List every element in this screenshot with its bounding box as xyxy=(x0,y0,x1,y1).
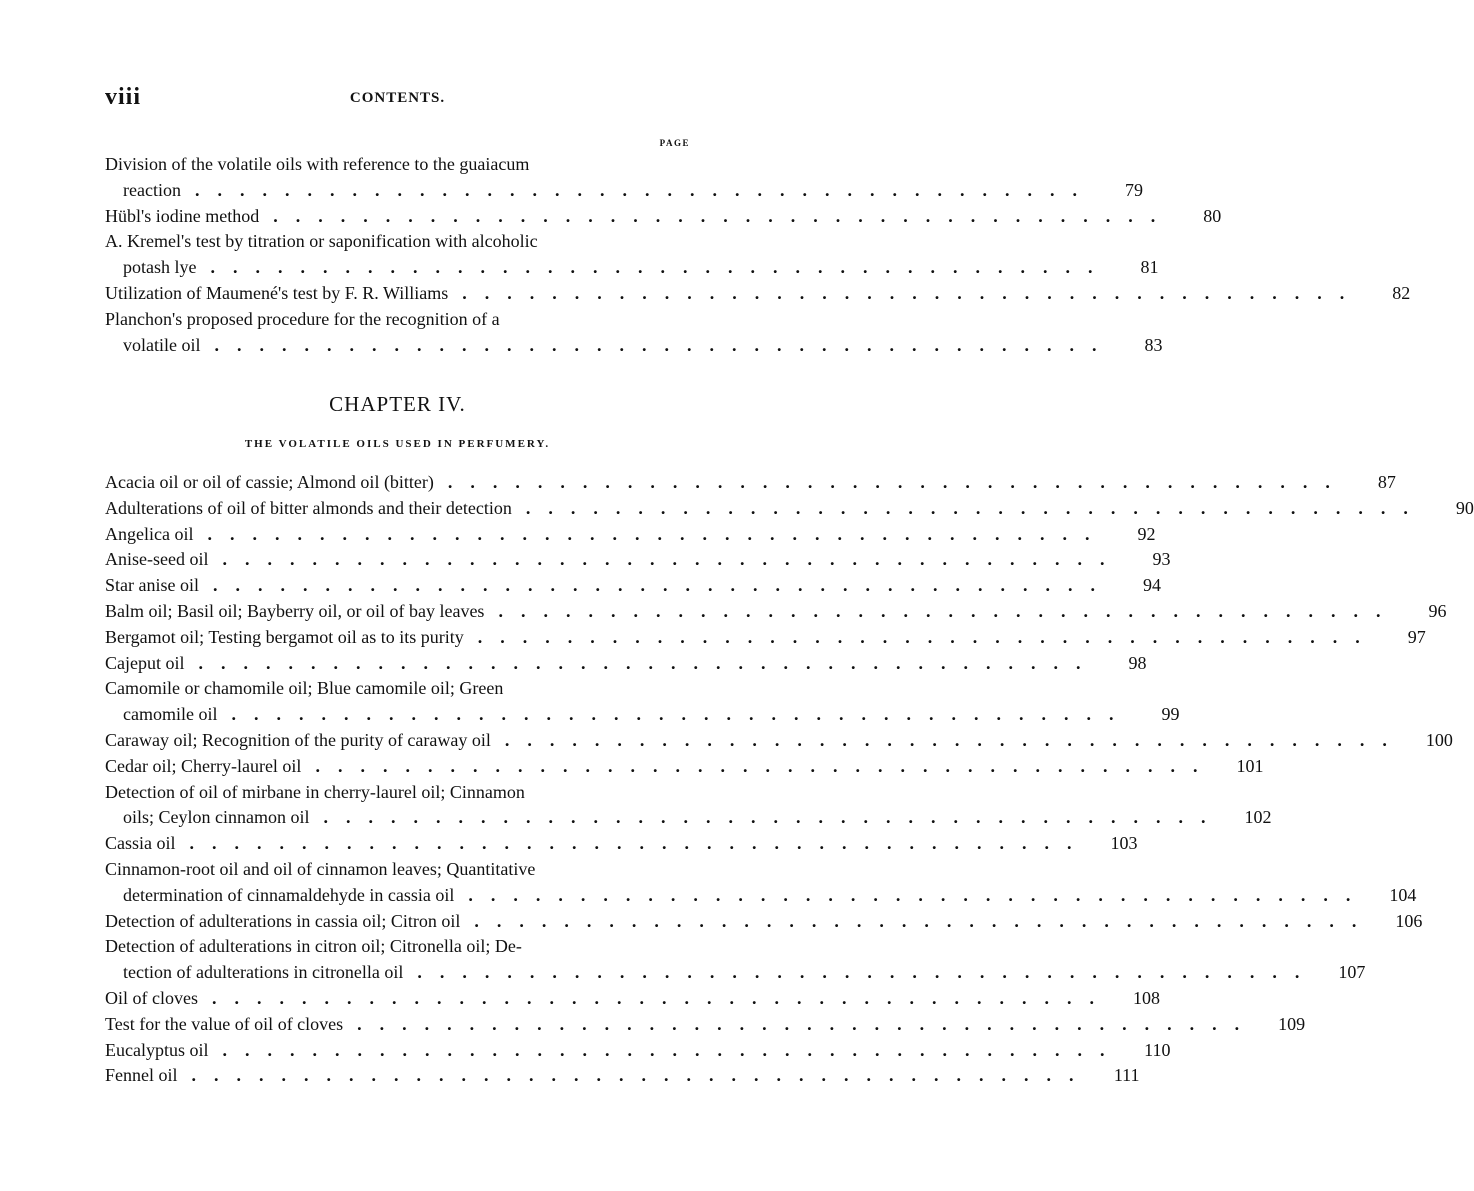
toc-entry-line xyxy=(105,281,1411,307)
chapter-title: CHAPTER IV. xyxy=(329,392,466,416)
toc-page-number: 108 xyxy=(1132,987,1160,1008)
toc-page-number: 93 xyxy=(1152,549,1171,570)
toc-entry-line xyxy=(105,1038,1171,1064)
toc-entry-text: Bergamot oil; Testing bergamot oil as to its purity xyxy=(105,626,464,647)
dot-leader: ........................................ xyxy=(323,807,1224,828)
toc-page-number: 98 xyxy=(1128,652,1147,673)
toc-entry xyxy=(105,934,1366,986)
toc-entry-line xyxy=(105,522,1156,548)
running-head: CONTENTS. xyxy=(349,90,446,106)
toc-entry-text: Test for the value of oil of cloves xyxy=(105,1013,344,1034)
toc-entry-line xyxy=(105,625,1426,651)
dot-leader: ........................................ xyxy=(273,205,1174,226)
toc-entry xyxy=(105,728,1453,754)
toc-page-number: 101 xyxy=(1236,755,1264,776)
toc-entry-text: Detection of adulterations in citron oil; Citronella oil; De- xyxy=(105,936,522,957)
toc-entry-text: Cassia oil xyxy=(105,833,176,854)
toc-entry-line xyxy=(105,728,1453,754)
dot-leader: ........................................ xyxy=(474,910,1375,931)
toc-page-number: 80 xyxy=(1203,205,1222,226)
toc-entry-text: Star anise oil xyxy=(105,575,199,596)
dot-leader: ........................................ xyxy=(222,1039,1123,1060)
toc-entry-text: volatile oil xyxy=(123,334,201,355)
dot-leader: ........................................ xyxy=(417,962,1318,983)
toc-entry-text: Oil of cloves xyxy=(105,987,198,1008)
toc-entry-text: Utilization of Maumené's test by F. R. Williams xyxy=(105,282,449,303)
toc-entry-text: Eucalyptus oil xyxy=(105,1039,209,1060)
toc-entry-text: Adulterations of oil of bitter almonds and their detection xyxy=(105,497,512,518)
toc-entry-text: Angelica oil xyxy=(105,523,194,544)
dot-leader: ........................................ xyxy=(198,652,1099,673)
toc-page-number: 83 xyxy=(1144,334,1163,355)
toc-page-number: 100 xyxy=(1425,729,1453,750)
toc-page-number: 79 xyxy=(1124,179,1143,200)
toc-entry xyxy=(105,152,1143,204)
toc-entry-text: Caraway oil; Recognition of the purity of caraway oil xyxy=(105,729,491,750)
toc-entry xyxy=(105,831,1138,857)
toc-page-number: 99 xyxy=(1161,704,1180,725)
dot-leader: ........................................ xyxy=(462,282,1363,303)
toc-entry-text: determination of cinnamaldehyde in cassia oil xyxy=(123,884,455,905)
toc-entry xyxy=(105,909,1423,935)
dot-leader: ........................................ xyxy=(214,334,1115,355)
dot-leader: ........................................ xyxy=(191,1065,1092,1086)
toc-entry-text: Fennel oil xyxy=(105,1065,178,1086)
toc-entry-text: Acacia oil or oil of cassie; Almond oil (bitter) xyxy=(105,472,434,492)
toc-entry-text: Hübl's iodine method xyxy=(105,205,260,226)
toc-entry-line xyxy=(105,333,1163,359)
toc-entry-text: A. Kremel's test by titration or saponification with alcoholic xyxy=(105,231,538,252)
toc-entry xyxy=(105,754,1264,780)
toc-page-number: 87 xyxy=(1377,472,1396,492)
toc-entry-text: oils; Ceylon cinnamon oil xyxy=(123,807,310,828)
toc-entry xyxy=(105,204,1222,230)
dot-leader: ........................................ xyxy=(207,523,1108,544)
toc-page-number: 110 xyxy=(1144,1039,1171,1060)
toc-entry-text: Cajeput oil xyxy=(105,652,185,673)
toc-entry xyxy=(105,599,1447,625)
toc-entry-text: Cinnamon-root oil and oil of cinnamon leaves; Quantitative xyxy=(105,858,536,879)
dot-leader: ........................................ xyxy=(498,600,1399,621)
toc-page-number: 97 xyxy=(1407,626,1426,647)
toc-page-number: 103 xyxy=(1110,833,1138,854)
toc-entry-text: Division of the volatile oils with reference to the guaiacum xyxy=(105,154,530,174)
toc-entry xyxy=(105,281,1411,307)
toc-entry xyxy=(105,547,1171,573)
toc-entry-text: reaction xyxy=(123,179,181,200)
toc-entry xyxy=(105,1012,1306,1038)
toc-entry-text: Camomile or chamomile oil; Blue camomile oil; Green xyxy=(105,678,504,699)
toc-entry-line xyxy=(105,651,1147,677)
toc-entry-text: Planchon's proposed procedure for the recognition of a xyxy=(105,308,500,329)
toc-entry-line xyxy=(105,255,1159,281)
toc-entry xyxy=(105,986,1160,1012)
toc-entry-line xyxy=(105,599,1447,625)
toc-page-number: 96 xyxy=(1428,600,1447,621)
toc-entry-line xyxy=(105,805,1272,831)
dot-leader: ........................................ xyxy=(525,497,1426,518)
chapter-subtitle: THE VOLATILE OILS USED IN PERFUMERY. xyxy=(244,438,551,450)
toc-entry-line xyxy=(105,547,1171,573)
toc-entry-line xyxy=(105,178,1143,204)
toc-entry-line xyxy=(105,960,1366,986)
dot-leader: ........................................ xyxy=(315,755,1216,776)
toc-entry xyxy=(105,496,1474,522)
toc-entry xyxy=(105,676,1180,728)
toc-entry xyxy=(105,522,1156,548)
toc-entry xyxy=(105,573,1161,599)
toc-page-number: 94 xyxy=(1142,575,1161,596)
dot-leader: ........................................ xyxy=(222,549,1123,570)
toc-entry-line xyxy=(105,754,1264,780)
toc-entry xyxy=(105,857,1417,909)
dot-leader: ........................................ xyxy=(468,884,1369,905)
toc-page-number: 92 xyxy=(1137,523,1156,544)
toc-page-number: 102 xyxy=(1244,807,1272,828)
toc-entry-line xyxy=(105,883,1417,909)
dot-leader: ........................................ xyxy=(357,1013,1258,1034)
dot-leader: ........................................ xyxy=(211,987,1112,1008)
toc-entry-line xyxy=(105,986,1160,1012)
dot-leader: ........................................ xyxy=(194,179,1095,200)
toc-section-top xyxy=(105,152,1411,358)
toc-entry-text: camomile oil xyxy=(123,704,218,725)
toc-entry-line xyxy=(105,496,1474,522)
toc-entry xyxy=(105,651,1147,677)
toc-entry xyxy=(105,470,1396,496)
page-number: viii xyxy=(105,84,142,110)
toc-entry-line xyxy=(105,204,1222,230)
toc-entry xyxy=(105,307,1163,359)
toc-entry-line xyxy=(105,470,1396,496)
toc-page-number: 104 xyxy=(1389,884,1417,905)
toc-entry-text: Cedar oil; Cherry-laurel oil xyxy=(105,755,302,776)
toc-page-number: 81 xyxy=(1140,257,1159,278)
dot-leader: ........................................ xyxy=(210,257,1111,278)
dot-leader: ........................................ xyxy=(231,704,1132,725)
toc-entry-line xyxy=(105,573,1161,599)
toc-entry xyxy=(105,1038,1171,1064)
toc-entry-line xyxy=(105,702,1180,728)
toc-page-number: 82 xyxy=(1392,282,1411,303)
toc-entry-line xyxy=(105,909,1423,935)
toc-page-number: 111 xyxy=(1113,1065,1140,1086)
toc-page-number: 106 xyxy=(1395,910,1423,931)
toc-page-number: 90 xyxy=(1455,497,1474,518)
dot-leader: ........................................ xyxy=(477,626,1378,647)
toc-entry-line xyxy=(105,1063,1140,1089)
toc-page-number: 109 xyxy=(1278,1013,1306,1034)
toc-page-number: 107 xyxy=(1338,962,1366,983)
toc-section-bottom xyxy=(105,470,1474,1089)
toc-entry xyxy=(105,229,1159,281)
page-column-label: PAGE xyxy=(659,138,690,148)
dot-leader: ........................................ xyxy=(189,833,1090,854)
toc-entry xyxy=(105,625,1426,651)
toc-entry xyxy=(105,1063,1140,1089)
toc-entry-line xyxy=(105,831,1138,857)
toc-entry-text: Detection of oil of mirbane in cherry-laurel oil; Cinnamon xyxy=(105,781,525,802)
dot-leader: ........................................ xyxy=(212,575,1113,596)
page-header xyxy=(105,84,690,114)
toc-entry-text: potash lye xyxy=(123,257,197,278)
toc-entry-text: tection of adulterations in citronella oil xyxy=(123,962,404,983)
toc-entry-text: Detection of adulterations in cassia oil; Citron oil xyxy=(105,910,461,931)
toc-entry-line xyxy=(105,1012,1306,1038)
dot-leader: ........................................ xyxy=(504,729,1405,750)
toc-entry xyxy=(105,780,1272,832)
toc-entry-text: Balm oil; Basil oil; Bayberry oil, or oil of bay leaves xyxy=(105,600,485,621)
toc-entry-text: Anise-seed oil xyxy=(105,549,209,570)
dot-leader: ........................................ xyxy=(447,472,1348,492)
